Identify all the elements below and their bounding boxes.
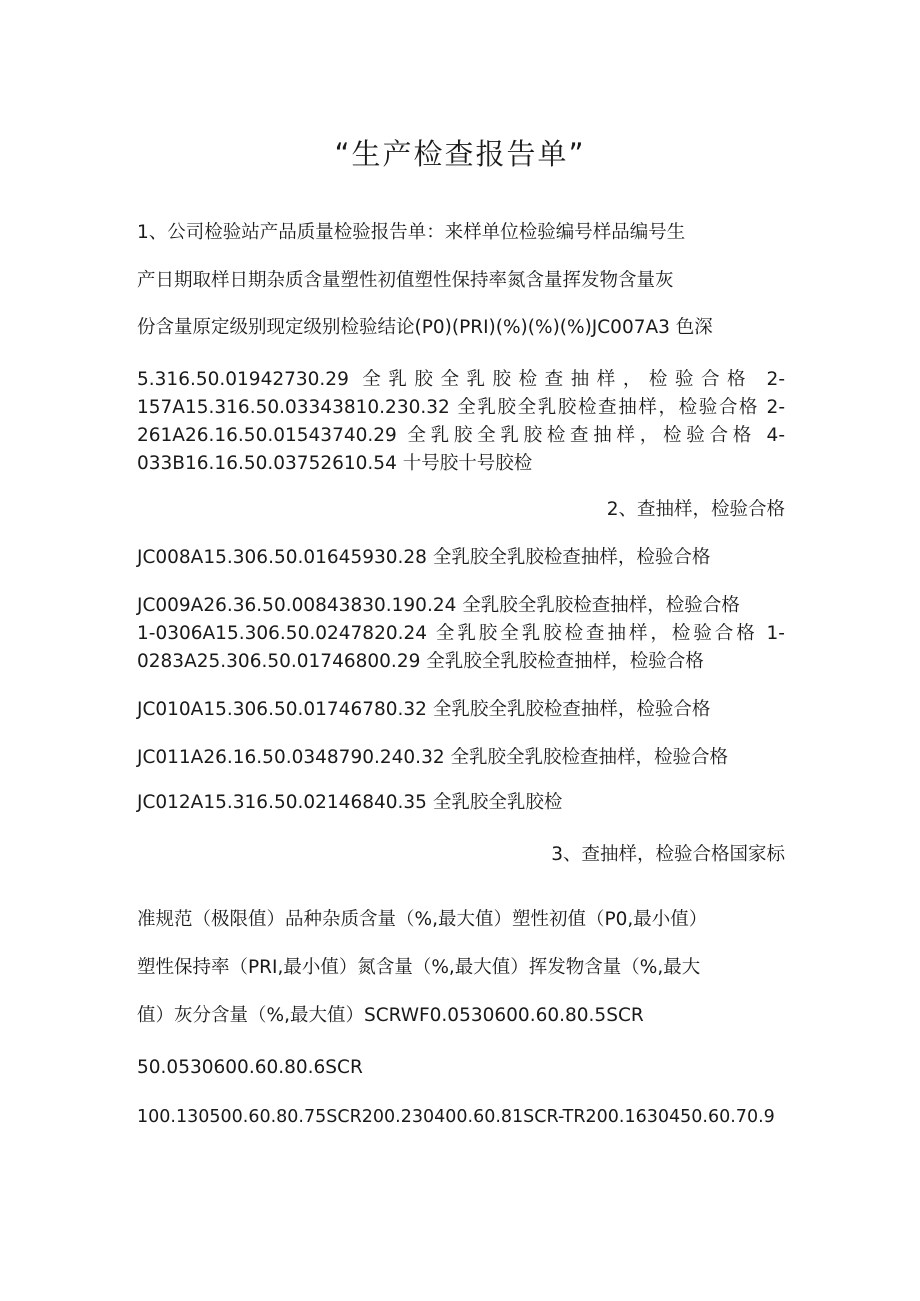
section-2-heading: 2、查抽样，检验合格 bbox=[606, 499, 785, 520]
record-line-3: 261A26.16.50.01543740.29 全乳胶全乳胶检查抽样，检验合格 4- bbox=[137, 425, 785, 446]
standard-line-1: 准规范（极限值）品种杂质含量（%,最大值）塑性初值（P0,最小值） bbox=[137, 909, 708, 930]
record-line-1: 5.316.50.01942730.29 全乳胶全乳胶检查抽样，检验合格 2- bbox=[137, 369, 785, 390]
record-jc008: JC008A15.306.50.01645930.28 全乳胶全乳胶检查抽样，检验合格 bbox=[137, 547, 711, 568]
section-3-heading: 3、查抽样，检验合格国家标 bbox=[551, 844, 785, 865]
record-jc010: JC010A15.306.50.01746780.32 全乳胶全乳胶检查抽样，检验合格 bbox=[137, 699, 711, 720]
record-jc011: JC011A26.16.50.0348790.240.32 全乳胶全乳胶检查抽样，检验合格 bbox=[137, 747, 728, 768]
paragraph-1-line-2: 产日期取样日期杂质含量塑性初值塑性保持率氮含量挥发物含量灰 bbox=[137, 270, 674, 291]
paragraph-1-line-3: 份含量原定级别现定级别检验结论(P0)(PRI)(%)(%)(%)JC007A3 色深 bbox=[137, 317, 713, 338]
record-1-0306: 1-0306A15.306.50.0247820.24 全乳胶全乳胶检查抽样，检验合格 1- bbox=[137, 623, 785, 644]
record-line-2: 157A15.316.50.03343810.230.32 全乳胶全乳胶检查抽样，检验合格 2- bbox=[137, 397, 785, 418]
record-jc009: JC009A26.36.50.00843830.190.24 全乳胶全乳胶检查抽样，检验合格 bbox=[137, 595, 740, 616]
standard-line-3: 值）灰分含量（%,最大值）SCRWF0.0530600.60.80.5SCR bbox=[137, 1005, 644, 1026]
standard-line-4: 50.0530600.60.80.6SCR bbox=[137, 1057, 363, 1078]
standard-line-5: 100.130500.60.80.75SCR200.230400.60.81SCR-TR200.1630450.60.70.9 bbox=[137, 1107, 775, 1127]
record-0283: 0283A25.306.50.01746800.29 全乳胶全乳胶检查抽样，检验合格 bbox=[137, 651, 704, 672]
record-jc012: JC012A15.316.50.02146840.35 全乳胶全乳胶检 bbox=[137, 792, 563, 813]
paragraph-1-line-1: 1、公司检验站产品质量检验报告单：来样单位检验编号样品编号生 bbox=[137, 222, 686, 243]
standard-line-2: 塑性保持率（PRI,最小值）氮含量（%,最大值）挥发物含量（%,最大 bbox=[137, 957, 701, 978]
record-line-4: 033B16.16.50.03752610.54 十号胶十号胶检 bbox=[137, 453, 533, 474]
document-title: “生产检查报告单” bbox=[334, 137, 586, 171]
